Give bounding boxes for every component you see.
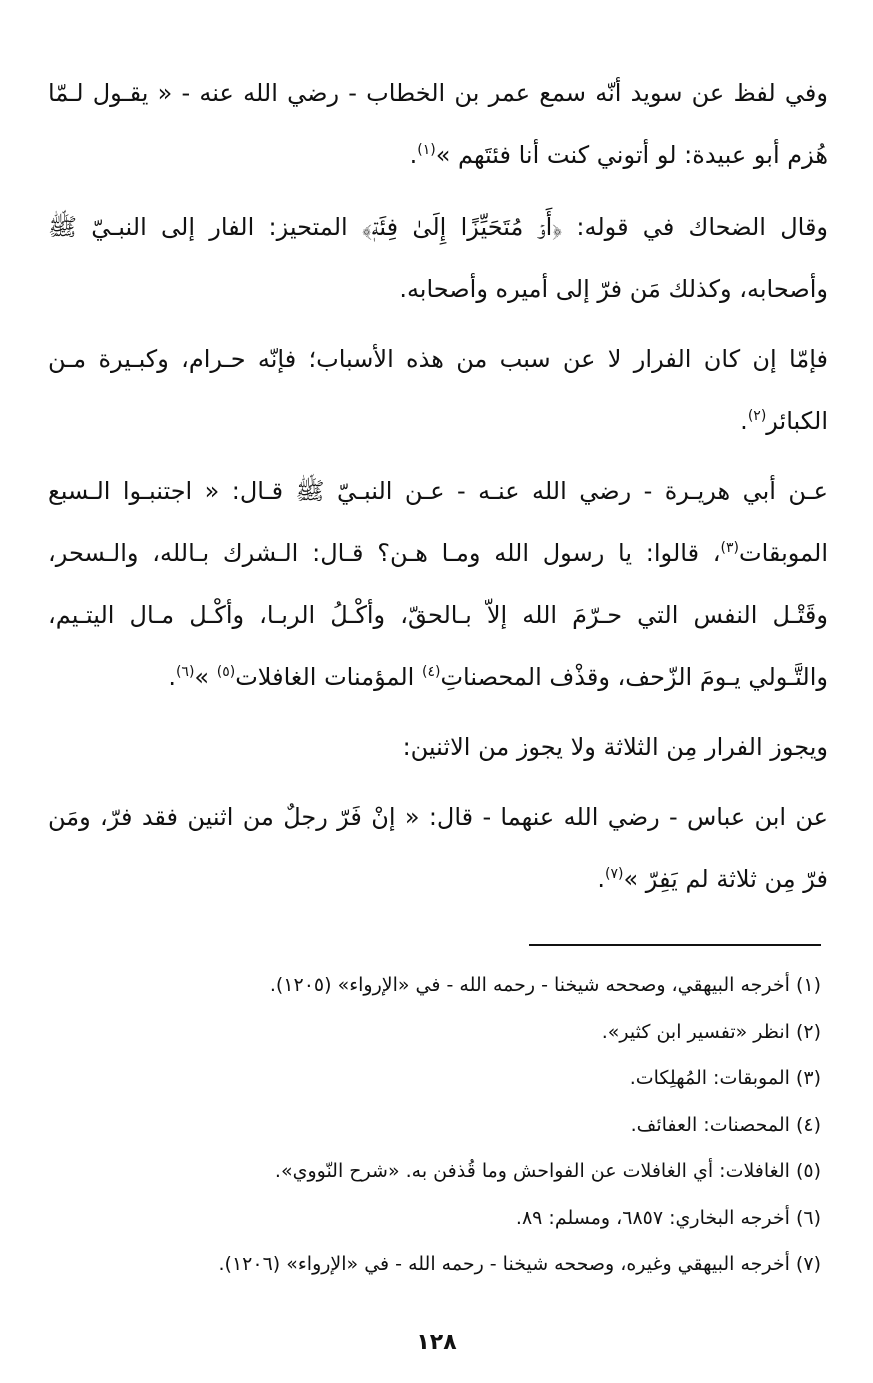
paragraph-text: ويجوز الفرار مِن الثلاثة ولا يجوز من الاثنين: xyxy=(402,733,828,761)
paragraph-text: ، قالوا: يا رسول الله ومـا هـن؟ قـال: الـشرك بـالله، والـسحر، وقَتْـل النفس التي حـرّمَ الله إلاّ بـالحقّ، وأكْـلُ الربـا، وأكْـل مـال اليتـيم، والتَّـولي يـومَ الزّحف، وقذْف المحصناتِ xyxy=(48,539,828,691)
paragraph-text: عن ابن عباس - رضي الله عنهما - قال: « إنْ فَرّ رجلٌ من اثنين فقد فرّ، ومَن فرّ مِن ثلاثة لم يَفِرّ » xyxy=(48,803,828,893)
paragraph-text: المؤمنات الغافلات xyxy=(235,663,422,691)
footnote-ref[interactable]: (٥) xyxy=(216,664,236,680)
paragraph-text: عـن أبي هريـرة - رضي الله عنـه - عـن النبـيّ ﷺ قـال: « اجتنبـوا الـسبع الموبقات xyxy=(48,477,828,567)
paragraph-tail: . xyxy=(409,141,418,169)
paragraph xyxy=(48,786,828,910)
footnote: (٧) أخرجه البيهقي وغيره، وصححه شيخنا - رحمه الله - في «الإرواء» (١٢٠٦). xyxy=(218,1253,821,1275)
paragraph-tail: . xyxy=(168,663,176,691)
footnote-ref[interactable]: (١) xyxy=(417,142,436,158)
paragraph-text: فإمّا إن كان الفرار لا عن سبب من هذه الأسباب؛ فإنّه حـرام، وكبـيرة مـن الكبائر xyxy=(48,345,828,435)
paragraph-text: وفي لفظ عن سويد أنّه سمع عمر بن الخطاب - رضي الله عنه - « يقـول لـمّا هُزم أبو عبيدة: لو أتوني كنت أنا فئتَهم » xyxy=(48,79,828,169)
footnote: (٣) الموبقات: المُهلِكات. xyxy=(629,1067,821,1089)
paragraph xyxy=(48,460,828,708)
footnote: (٦) أخرجه البخاري: ٦٨٥٧، ومسلم: ٨٩. xyxy=(515,1206,821,1229)
page-number: ١٢٨ xyxy=(416,1330,457,1355)
footnote-ref[interactable]: (٣) xyxy=(720,540,740,556)
paragraph-tail: . xyxy=(597,865,605,893)
paragraph xyxy=(48,62,828,186)
footnote-ref[interactable]: (٦) xyxy=(175,664,195,680)
footnote: (٢) انظر «تفسير ابن كثير». xyxy=(601,1020,821,1043)
paragraph-text: » xyxy=(194,663,217,691)
paragraph xyxy=(48,196,828,320)
paragraph xyxy=(48,716,828,778)
paragraph xyxy=(48,328,828,452)
footnote: (٥) الغافلات: أي الغافلات عن الفواحش وما قُذفن به. «شرح النّووي». xyxy=(274,1160,821,1182)
footnote-ref[interactable]: (٤) xyxy=(421,664,441,680)
footnote-ref[interactable]: (٧) xyxy=(604,866,624,882)
footnote: (٤) المحصنات: العفائف. xyxy=(630,1113,821,1136)
paragraph-tail: . xyxy=(740,407,748,435)
footnote-divider xyxy=(529,944,821,946)
footnotes xyxy=(51,962,821,1288)
footnote: (١) أخرجه البيهقي، وصححه شيخنا - رحمه الله - في «الإرواء» (١٢٠٥). xyxy=(269,974,821,996)
paragraph-text: وقال الضحاك في قوله: ﴿أَوۡ مُتَحَيِّزًا إِلَىٰ فِئَةٖ﴾ المتحيز: الفار إلى النبـيّ ﷺ وأصحابه، وكذلك مَن فرّ إلى أميره وأصحابه. xyxy=(48,213,828,303)
footnote-ref[interactable]: (٢) xyxy=(747,408,767,424)
page-body xyxy=(48,62,828,918)
